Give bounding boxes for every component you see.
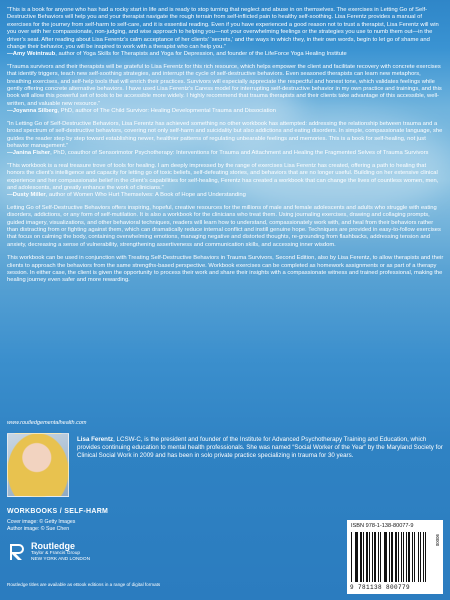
barcode-bar — [425, 532, 426, 582]
publisher-group: Taylor & Francis Group — [31, 551, 81, 556]
publisher-location: NEW YORK AND LONDON — [31, 557, 91, 562]
barcode-bar — [385, 532, 386, 582]
barcode-bar — [366, 532, 367, 582]
barcode-bar — [406, 532, 407, 582]
barcode-bar — [363, 532, 364, 582]
barcode-bar — [356, 532, 357, 582]
publisher-text — [31, 541, 90, 563]
testimonial-attribution — [7, 108, 444, 115]
barcode-bar — [365, 532, 366, 582]
barcode-price-code: 90000 — [435, 534, 440, 547]
back-cover-text — [7, 7, 444, 291]
testimonial-author: —Amy Weintraub — [7, 51, 56, 58]
barcode-bar — [412, 532, 413, 582]
barcode-bar — [384, 532, 385, 582]
book-description: Letting Go of Self-Destructive Behaviors offers inspiring, hopeful, creative resources for the millions of male and female adolescents and adults who struggle with eating disorders, addictions, or any form of self-mutilation. It is also a workbook for the clinicians who treat them. Using journaling exercises, drawing and collaging prompts, guided imagery, visualizations, and other behavioral techniques, readers will learn how to understand, compassionately work with, and heal from their behaviors rather than distracting from or fighting against them, which can dramatically reduce internal conflict and instill genuine hope. Techniques are provided in easy-to-follow exercises that focus on calming the body, containing overwhelming emotions, managing negative and distorted thoughts, re-grounding from flashbacks, addressing tension and anxiety, decreasing a sense of vulnerability, strengthening assertiveness and communication skills, and accessing inner wisdom. — [7, 204, 441, 248]
barcode-bar — [418, 532, 419, 582]
barcode-bar — [351, 532, 352, 582]
cover-image-credit: Cover image: © Getty Images — [7, 519, 76, 525]
testimonial — [7, 7, 444, 59]
barcode-bar — [405, 532, 406, 582]
barcode-bar — [401, 532, 402, 582]
barcode-bar — [355, 532, 356, 582]
author-bio-text: , LCSW-C, is the president and founder of the Institute for Advanced Psychotherapy Training and Education, which provides continuing education to mental health professionals. She was named “Social Worker of the Year” by the Maryland Society for Clinical Social Work in 2009 and has been in solo private practice specializing in trauma for 30 years. — [77, 436, 443, 459]
testimonial — [7, 64, 444, 116]
testimonial-quote: “In Letting Go of Self-Destructive Behaviors, Lisa Ferentz has achieved something no other workbook has attempted: addressing the relationship between trauma and a broad spectrum of self-destructive behaviors, covering not only self-harm and suicidality but also addictions and eating disorders. In simple, compassionate language, she guides the reader step by step toward establishing newer, healthier patterns of regulating unbearable feelings and memories. This is a book for self-healing, not just behavior management.” — [7, 120, 443, 149]
barcode-digits: 9 781138 800779 — [350, 584, 411, 591]
barcode-bar — [399, 532, 400, 582]
barcode-bar — [411, 532, 412, 582]
book-description: This workbook can be used in conjunction with Treating Self-Destructive Behaviors in Trauma Survivors, Second Edition, also by Lisa Ferentz, to allow therapists and their clients to approach the behaviors from the same strengths-based perspective. Workbook exercises can be completed as homework assignments or as part of a therapy session. In either case, the client is given the opportunity to process their work and share their insights with a compassionate witness and trained professional, making the healing journey even safer and more rewarding. — [7, 255, 444, 284]
author-section — [7, 433, 444, 499]
author-photo — [7, 433, 69, 497]
author-image-credit: Author image: © Sue Chen — [7, 526, 70, 532]
testimonial-credit: , PhD, author of The Child Survivor: Healing Developmental Trauma and Dissociation — [57, 108, 276, 115]
subject-category: WORKBOOKS / SELF-HARM — [7, 508, 109, 515]
testimonial-attribution — [7, 51, 444, 58]
barcode-bar — [369, 532, 370, 582]
barcode-bar — [380, 532, 381, 582]
barcode-bar — [388, 532, 389, 582]
routledge-logo-icon — [7, 542, 27, 562]
barcode-bar — [394, 532, 395, 582]
barcode-bar — [374, 532, 376, 582]
isbn-barcode — [347, 520, 443, 594]
testimonial-author: —Joyanna Silberg — [7, 108, 58, 115]
barcode-bar — [378, 532, 379, 582]
barcode-bar — [353, 532, 354, 582]
barcode-bar — [360, 532, 362, 582]
barcode-bar — [389, 532, 390, 582]
publisher-name: Routledge — [31, 541, 75, 551]
testimonial-quote: “This workbook is a real treasure trove of tools for healing. I am deeply impressed by the range of exercises Lisa Ferentz has created, offering a path to healing that honors the client’s intelligence and capacity for letting go of toxic beliefs, self-defeating stories, and behaviors that are no longer useful. Building on her extensive clinical experience and her compassionate belief in the client’s capabilities for self-healing, Ferentz has created a workbook that can change the lives of countless women, men, and adolescents, and greatly enhance the work of clinicians.” — [7, 162, 439, 191]
publisher-website: www.routledgementalhealth.com — [7, 420, 87, 426]
barcode-bar — [391, 532, 393, 582]
barcode-bar — [377, 532, 378, 582]
author-bio — [77, 436, 444, 460]
barcode-bar — [382, 532, 383, 582]
barcode-bar — [403, 532, 404, 582]
testimonial — [7, 163, 444, 200]
testimonial — [7, 121, 444, 158]
publisher-logo — [7, 541, 90, 563]
author-name: Lisa Ferentz — [77, 436, 114, 443]
testimonial-credit: , author of Women Who Hurt Themselves: A Book of Hope and Understanding — [45, 192, 246, 199]
barcode-bar — [416, 532, 417, 582]
barcode-bars — [351, 532, 427, 582]
barcode-bar — [420, 532, 421, 582]
barcode-bar — [414, 532, 415, 582]
isbn-label: ISBN 978-1-138-80077-9 — [351, 523, 414, 529]
barcode-bar — [372, 532, 373, 582]
testimonial-attribution — [7, 150, 444, 157]
testimonial-credit: , author of Yoga Skills for Therapists and Yoga for Depression, and founder of the LifeForce Yoga Healing Institute — [55, 51, 347, 58]
barcode-bar — [408, 532, 410, 582]
ebook-note: Routledge titles are available as eBook editions in a range of digital formats — [7, 582, 161, 587]
image-credits — [7, 519, 75, 533]
testimonial-quote: “This is a book for anyone who has had a rocky start in life and is ready to stop turning that neglect and abuse in on themselves. The exercises in Letting Go of Self-Destructive Behaviors will help you and your therapist navigate the rough terrain from self-inflicted pain to healthy self-soothing. Lisa Ferentz provides a manual of exercises for the journey from self-harm to self-care, and it is essential reading. Even if you have experienced a good reason not to trust a therapist, Lisa Ferentz will win you over with her compassionate, non-judging, and wise approach to helping you—not your overwhelming feelings or the strategies you use to numb them out—in the driver’s seat. After reading about Lisa Ferentz’s calm acceptance of her clients’ ‘secrets,’ and the ways in which they, in their own words, begin to let go of shame and change their behavior, you will be inspired to work with a therapist who can help you.” — [7, 7, 439, 51]
barcode-bar — [395, 532, 396, 582]
barcode-bar — [422, 532, 423, 582]
testimonial-attribution — [7, 192, 444, 199]
testimonial-credit: , PhD, coauthor of Sensorimotor Psychotherapy: Interventions for Trauma and Attachment and Healing the Fragmented Selves of Trauma Survivors — [50, 150, 429, 157]
barcode-bar — [359, 532, 360, 582]
testimonial-author: —Dusty Miller — [7, 192, 46, 199]
barcode-bar — [423, 532, 424, 582]
barcode-bar — [370, 532, 371, 582]
testimonial-quote: “Trauma survivors and their therapists will be grateful to Lisa Ferentz for this rich resource, which helps empower the client and facilitate recovery with concrete exercises that identify triggers, teach new self-soothing strategies, and interrupt the cycle of self-destructive behaviors. Even seasoned therapists can learn new metaphors, breathing exercises, and self-help tools that will enrich their practices. Survivors will especially appreciate the respectful and honest tone, which validates feelings while gently offering concrete alternative behaviors. I have used Lisa Ferentz’s Caress model for interrupting self-destructive behavior in my own practice and trainings, and this book will allow this powerful set of tools to be accessible more widely. I highly recommend that trauma therapists and their clients take advantage of this accessible, well-written, and valuable new resource.” — [7, 63, 442, 107]
testimonial-author: —Janina Fisher — [7, 150, 51, 157]
barcode-bar — [398, 532, 399, 582]
